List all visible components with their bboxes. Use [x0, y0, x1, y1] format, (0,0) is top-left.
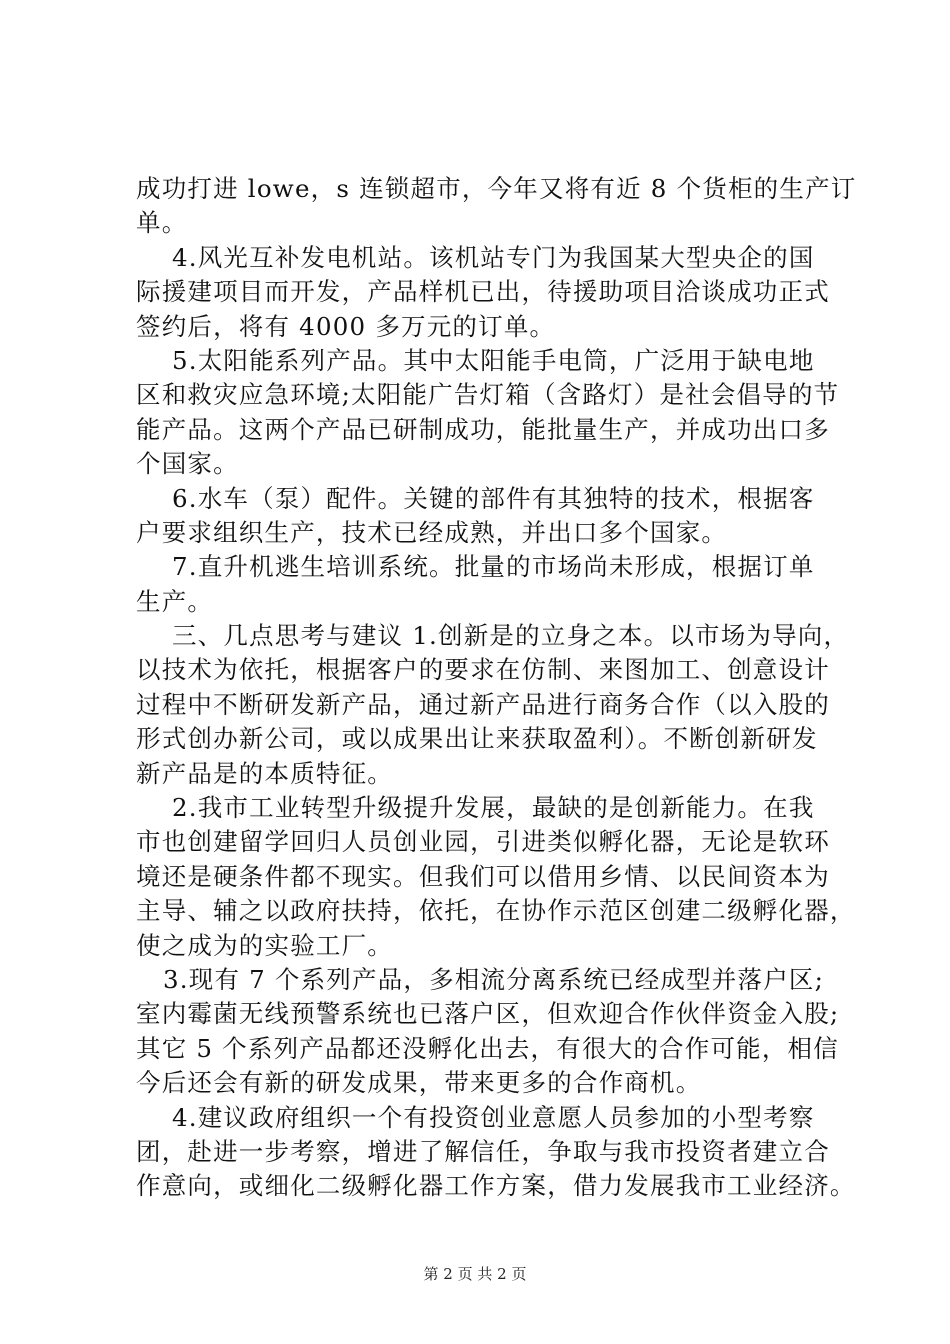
text-line: 团，赴进一步考察，增进了解信任，争取与我市投资者建立合: [136, 1136, 830, 1166]
text-line: 区和救灾应急环境;太阳能广告灯箱（含路灯）是社会倡导的节: [136, 380, 840, 410]
text-line: 单。: [136, 208, 188, 238]
text-line: 7.直升机逃生培训系统。批量的市场尚未形成，根据订单: [136, 552, 815, 582]
text-line: 个国家。: [136, 449, 239, 479]
text-line: 3.现有 7 个系列产品，多相流分离系统已经成型并落户区;: [136, 964, 825, 994]
text-line: 境还是硬条件都不现实。但我们可以借用乡情、以民间资本为: [136, 861, 830, 891]
text-line: 今后还会有新的研发成果，带来更多的合作商机。: [136, 1068, 702, 1098]
text-line: 新产品是的本质特征。: [136, 758, 393, 788]
text-line: 主导、辅之以政府扶持，依托，在协作示范区创建二级孵化器，: [136, 896, 856, 926]
text-line: 5.太阳能系列产品。其中太阳能手电筒，广泛用于缺电地: [136, 345, 815, 375]
text-line: 成功打进 lowe，s 连锁超市，今年又将有近 8 个货柜的生产订: [136, 174, 857, 203]
text-line: 其它 5 个系列产品都还没孵化出去，有很大的合作可能，相信: [136, 1033, 839, 1063]
text-line: 以技术为依托，根据客户的要求在仿制、来图加工、创意设计: [136, 655, 830, 685]
text-line: 4.建议政府组织一个有投资创业意愿人员参加的小型考察: [136, 1102, 815, 1132]
document-body: [136, 172, 856, 1204]
text-line: 市也创建留学回归人员创业园，引进类似孵化器，无论是软环: [136, 827, 830, 857]
text-line: 形式创办新公司，或以成果出让来获取盈利）。不断创新研发: [136, 724, 818, 754]
text-line: 2.我市工业转型升级提升发展，最缺的是创新能力。在我: [136, 793, 815, 823]
text-line: 室内霉菌无线预警系统也已落户区，但欢迎合作伙伴资金入股;: [136, 999, 840, 1029]
page-number-label: 第 2 页 共 2 页: [423, 1265, 527, 1283]
text-line: 能产品。这两个产品已研制成功，能批量生产，并成功出口多: [136, 414, 830, 444]
text-line: 过程中不断研发新产品，通过新产品进行商务合作（以入股的: [136, 689, 830, 719]
page-footer: [0, 1264, 950, 1284]
text-line: 生产。: [136, 586, 214, 616]
text-line: 户要求组织生产，技术已经成熟，并出口多个国家。: [136, 517, 728, 547]
text-line: 6.水车（泵）配件。关键的部件有其独特的技术，根据客: [136, 483, 815, 513]
text-line: 作意向，或细化二级孵化器工作方案，借力发展我市工业经济。: [136, 1171, 856, 1201]
text-line: 际援建项目而开发，产品样机已出，待援助项目洽谈成功正式: [136, 277, 830, 307]
text-line: 签约后，将有 4000 多万元的订单。: [136, 311, 556, 341]
text-line: 使之成为的实验工厂。: [136, 930, 393, 960]
text-line: 三、几点思考与建议 1.创新是的立身之本。以市场为导向，: [136, 621, 850, 651]
text-line: 4.风光互补发电机站。该机站专门为我国某大型央企的国: [136, 242, 815, 272]
